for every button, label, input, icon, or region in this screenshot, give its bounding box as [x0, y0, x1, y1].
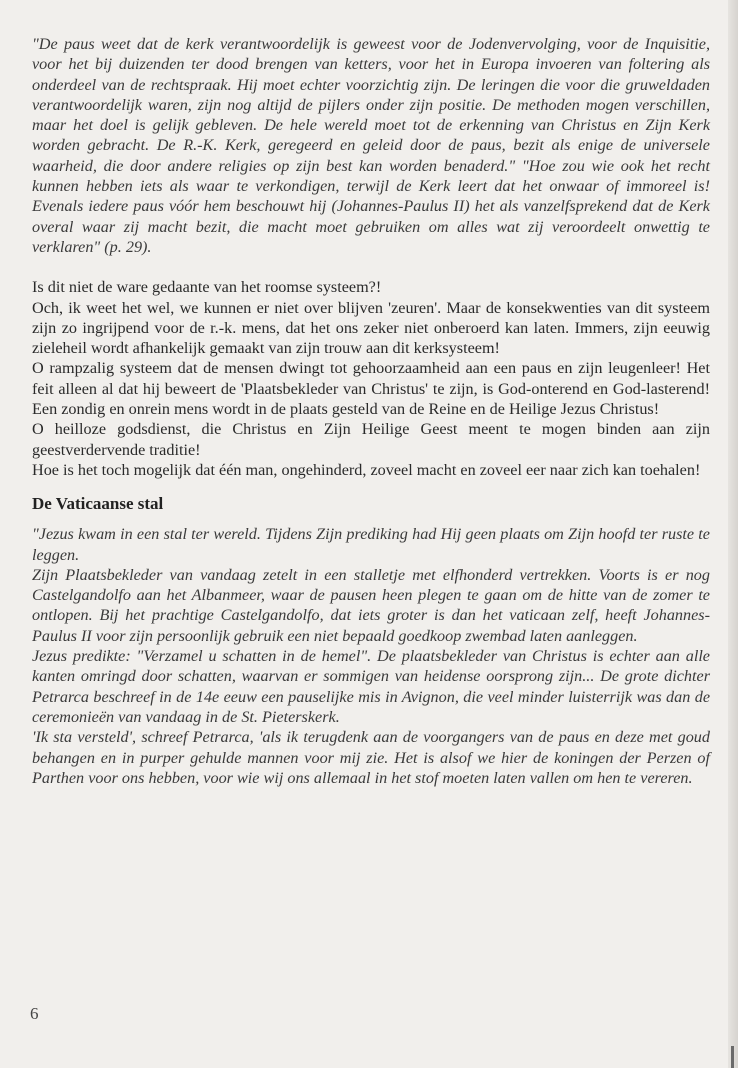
section-heading: De Vaticaanse stal	[32, 494, 164, 514]
section-quote-paragraph: "Jezus kwam in een stal ter wereld. Tijdens Zijn prediking had Hij geen plaats om Zijn hoofd ter ruste te leggen.	[32, 525, 710, 564]
section-quote-paragraph: 'Ik sta versteld', schreef Petrarca, 'als ik terugdenk aan de voorgangers van de paus en deze met goud behangen en in purper gehulde mannen voor mij zie. Het is alsof we hier de koningen der Perzen of Parthen voor ons hebben, voor wie wij ons allemaal in het stof moeten laten vallen om hen te vereren.	[32, 728, 710, 787]
page-content	[32, 34, 710, 788]
section-quote-paragraph: Zijn Plaatsbekleder van vandaag zetelt in een stalletje met elfhonderd vertrekken. Voorts is er nog Castelgandolfo aan het Albanmeer, waar de pausen heen plegen te gaan om de hitte van de zomer te ontlopen. Bij het prachtige Castelgandolfo, dat iets groter is dan het vaticaan zelf, heeft Johannes-Paulus II voor zijn persoonlijk gebruik een niet bepaald goedkoop zwembad laten aanleggen.	[32, 565, 710, 645]
body-paragraph: Och, ik weet het wel, we kunnen er niet over blijven 'zeuren'. Maar de konsekwenties van dit systeem zijn zo ingrijpend voor de r.-k. mens, dat het ons zeker niet onberoerd kan laten. Immers, zijn eeuwig zieleheil wordt afhankelijk gemaakt van zijn trouw aan dit kerksysteem!	[32, 298, 710, 358]
body-paragraph: O heilloze godsdienst, die Christus en Zijn Heilige Geest meent te mogen binden aan zijn geestverdervende traditie!	[32, 420, 710, 459]
section-quote-paragraph: Jezus predikte: "Verzamel u schatten in de hemel". De plaatsbekleder van Christus is echter aan alle kanten omringd door schatten, waarvan er sommigen van heidense oorsprong zijn... De grote dichter Petrarca beschreef in de 14e eeuw een pauselijke mis in Avignon, die veel minder luisterrijk was dan de ceremonieën van vandaag in de St. Pieterskerk.	[32, 647, 710, 726]
page-edge-shadow	[728, 0, 738, 1068]
body-paragraph: O rampzalig systeem dat de mensen dwingt tot gehoorzaamheid aan een paus en zijn leugenleer! Het feit alleen al dat hij beweert de 'Plaatsbekleder van Christus' te zijn, is God-onterend en God-lasterend! Een zondig en onrein mens wordt in de plaats gesteld van de Reine en de Heilige Jezus Christus!	[32, 359, 710, 419]
body-paragraph: Hoe is het toch mogelijk dat één man, ongehinderd, zoveel macht en zoveel eer naar zich kan toehalen!	[32, 460, 701, 479]
page-edge-mark	[731, 1046, 734, 1068]
page-number: 6	[30, 1004, 39, 1023]
opening-quote: "De paus weet dat de kerk verantwoordelijk is geweest voor de Jodenvervolging, voor de Inquisitie, voor het bij duizenden ter dood brengen van ketters, voor het in Europa invoeren van foltering als onderdeel van de rechtspraak. Hij moet echter voorzichtig zijn. De leringen die voor die gruweldaden verantwoordelijk waren, zijn nog altijd de pijlers onder zijn positie. De methoden mogen verschillen, maar het doel is gelijk gebleven. De hele wereld moet tot de erkenning van Christus en Zijn Kerk worden gebracht. De R.-K. Kerk, geregeerd en geleid door de paus, bezit als enige de universele waarheid, die door andere religies op zijn best kan worden benaderd." "Hoe zou wie ook het recht kunnen hebben iets als waar te verkondigen, terwijl de Kerk leert dat het onwaar of immoreel is! Evenals iedere paus vóór hem beschouwt hij (Johannes-Paulus II) het als vanzelfsprekend dat de Kerk overal waar zij macht bezit, die macht moet gebruiken om alles wat zij veroordeelt onwettig te verklaren" (p. 29).	[32, 35, 710, 256]
body-paragraph: Is dit niet de ware gedaante van het roomse systeem?!	[32, 278, 382, 297]
